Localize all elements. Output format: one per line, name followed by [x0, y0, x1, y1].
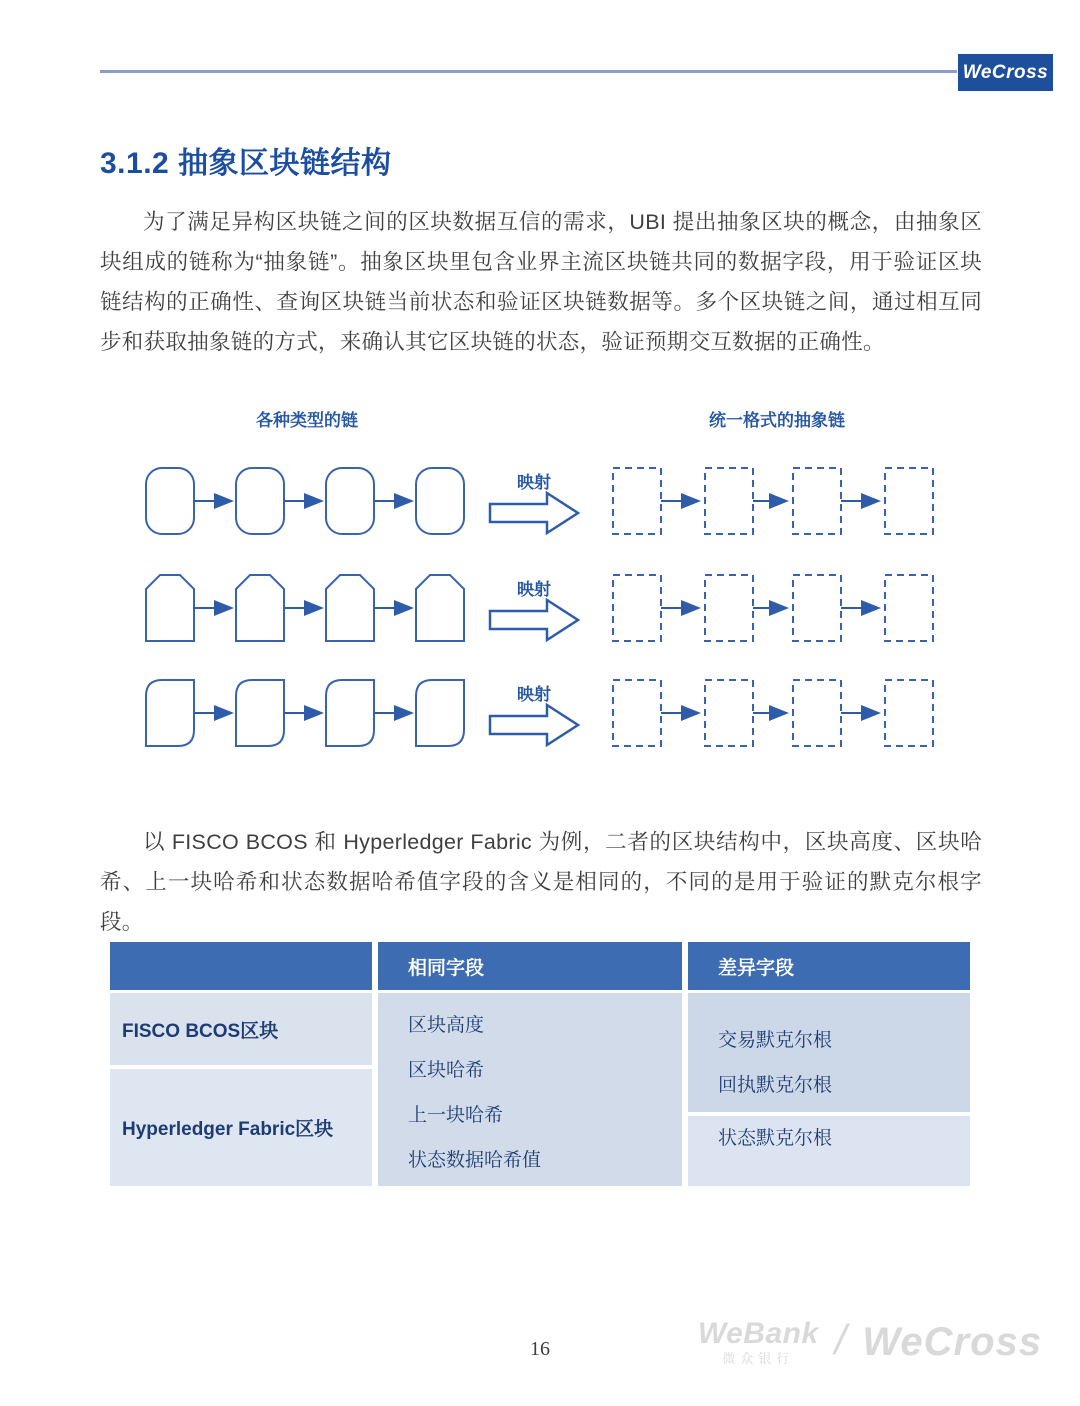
webank-logo-chinese: 微众银行: [722, 1351, 795, 1366]
diagram-right-label: 统一格式的抽象链: [709, 411, 845, 430]
webank-logo: [698, 1319, 819, 1365]
diff-fields-bottom-cell: [688, 1116, 970, 1186]
mapping-label-row-2: 映射: [517, 580, 551, 599]
table-col-chain-names: [110, 993, 372, 1186]
mapping-arrow-row-1: [490, 493, 578, 533]
table-row-hyperledger-fabric: Hyperledger Fabric区块: [110, 1069, 372, 1186]
table-header-row: [110, 942, 970, 990]
table-col-diff-fields: [688, 993, 970, 1186]
fields-comparison-table: [110, 942, 970, 1186]
diagram-left-label: 各种类型的链: [256, 411, 358, 430]
table-row-fisco-bcos: FISCO BCOS区块: [110, 993, 372, 1065]
footer-logos: [698, 1318, 1042, 1366]
table-header-empty: [110, 942, 372, 990]
header-divider-line: [100, 70, 957, 73]
wecross-logo-text: WeCross: [962, 61, 1049, 83]
mapping-arrow-row-2: [490, 600, 578, 640]
table-body: [110, 993, 970, 1186]
mapping-arrow-row-3: [490, 705, 578, 745]
diff-field-receipt-merkle-root: 回执默克尔根: [718, 1075, 833, 1096]
same-field-state-hash: 状态数据哈希值: [408, 1150, 542, 1171]
table-header-diff-fields: 差异字段: [688, 942, 970, 990]
diff-field-state-merkle-root: 状态默克尔根: [718, 1128, 833, 1149]
diff-fields-top-cell: [688, 993, 970, 1112]
mapping-label-row-3: 映射: [517, 685, 551, 704]
mapping-label-row-1: 映射: [517, 473, 551, 492]
paragraph-example: 以 FISCO BCOS 和 Hyperledger Fabric 为例，二者的区块结构中，区块高度、区块哈希、上一块哈希和状态数据哈希值字段的含义是相同的，不同的是用于验证的默克尔根字段。: [100, 830, 982, 934]
table-header-same-fields: 相同字段: [378, 942, 682, 990]
same-field-block-height: 区块高度: [408, 1015, 485, 1036]
wecross-footer-logo: WeCross: [862, 1319, 1042, 1364]
logo-divider-slash: /: [834, 1316, 847, 1363]
wecross-logo: [958, 54, 1053, 91]
webank-logo-text: WeBank: [697, 1317, 819, 1350]
page-number: 16: [530, 1338, 550, 1360]
section-heading: 3.1.2 抽象区块链结构: [100, 147, 392, 180]
table-col-same-fields: [378, 993, 682, 1186]
same-field-block-hash: 区块哈希: [408, 1060, 485, 1081]
chain-mapping-diagram: [100, 400, 980, 770]
paragraph-intro: 为了满足异构区块链之间的区块数据互信的需求，UBI 提出抽象区块的概念，由抽象区块组成的链称为“抽象链”。抽象区块里包含业界主流区块链共同的数据字段，用于验证区块链结构的正确性、查询区块链当前状态和验证区块链数据等。多个区块链之间，通过相互同步和获取抽象链的方式，来确认其它区块链的状态，验证预期交互数据的正确性。: [100, 210, 982, 354]
same-field-prev-hash: 上一块哈希: [408, 1105, 504, 1126]
diff-field-tx-merkle-root: 交易默克尔根: [718, 1030, 833, 1051]
